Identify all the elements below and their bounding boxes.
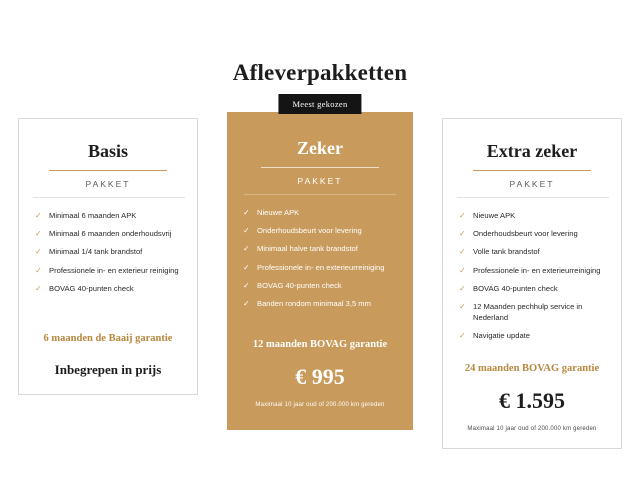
check-icon: ✓ bbox=[243, 226, 250, 236]
feature-label: Minimaal halve tank brandstof bbox=[257, 244, 358, 254]
package-title: Basis bbox=[87, 141, 129, 161]
feature-label: Navigatie update bbox=[473, 330, 530, 340]
package-cards bbox=[18, 99, 622, 449]
package-fineprint: Maximaal 10 jaar oud of 200.000 km gereden bbox=[467, 426, 597, 433]
list-item bbox=[459, 330, 607, 341]
list-item bbox=[35, 265, 183, 276]
title-divider bbox=[49, 170, 167, 171]
package-price: € 1.595 bbox=[499, 388, 565, 414]
package-subtitle: PAKKET bbox=[85, 179, 131, 189]
status-badge: Meest gekozen bbox=[278, 94, 361, 114]
list-item bbox=[243, 225, 399, 236]
page-title: Afleverpakketten bbox=[232, 60, 408, 85]
feature-label: Volle tank brandstof bbox=[473, 247, 540, 257]
list-item bbox=[459, 283, 607, 294]
feature-label: Onderhoudsbeurt voor levering bbox=[473, 229, 578, 239]
check-icon: ✓ bbox=[459, 301, 466, 311]
check-icon: ✓ bbox=[35, 211, 42, 220]
title-divider bbox=[473, 170, 591, 171]
check-icon: ✓ bbox=[243, 208, 250, 217]
feature-label: Minimaal 6 maanden APK bbox=[49, 211, 137, 220]
package-guarantee: 6 maanden de Baaij garantie bbox=[43, 332, 173, 344]
feature-label: Minimaal 6 maanden onderhoudsvrij bbox=[49, 229, 172, 239]
feature-label: Professionele in- en exterieurreiniging bbox=[473, 265, 601, 275]
feature-label: BOVAG 40-punten check bbox=[49, 283, 134, 293]
check-icon: ✓ bbox=[459, 247, 466, 257]
feature-list bbox=[457, 210, 607, 341]
feature-label: Minimaal 1/4 tank brandstof bbox=[49, 247, 143, 257]
list-item bbox=[35, 246, 183, 257]
package-card-extra-zeker[interactable] bbox=[442, 118, 622, 449]
spacer bbox=[33, 301, 183, 311]
list-item bbox=[459, 246, 607, 257]
check-icon: ✓ bbox=[35, 229, 42, 239]
subtitle-divider bbox=[33, 197, 185, 198]
list-item bbox=[243, 298, 399, 309]
package-fineprint: Maximaal 10 jaar oud of 200.000 km gereden bbox=[255, 402, 385, 409]
check-icon: ✓ bbox=[35, 247, 42, 257]
package-title: Zeker bbox=[297, 138, 343, 158]
package-card-zeker[interactable] bbox=[227, 99, 413, 430]
list-item bbox=[243, 207, 399, 218]
package-card-basis[interactable] bbox=[18, 118, 198, 395]
check-icon: ✓ bbox=[243, 298, 250, 308]
feature-label: Professionele in- en exterieur reiniging bbox=[49, 265, 179, 275]
subtitle-divider bbox=[457, 197, 609, 198]
list-item bbox=[459, 265, 607, 276]
check-icon: ✓ bbox=[243, 244, 250, 254]
list-item bbox=[459, 210, 607, 221]
package-subtitle: PAKKET bbox=[297, 176, 343, 186]
check-icon: ✓ bbox=[459, 283, 466, 293]
list-item bbox=[243, 243, 399, 254]
check-icon: ✓ bbox=[459, 211, 466, 220]
package-title: Extra zeker bbox=[486, 141, 578, 161]
feature-label: Onderhoudsbeurt voor levering bbox=[257, 226, 362, 236]
list-item bbox=[35, 228, 183, 239]
feature-list bbox=[33, 210, 183, 294]
feature-label: Nieuwe APK bbox=[473, 211, 516, 220]
check-icon: ✓ bbox=[459, 229, 466, 239]
feature-label: BOVAG 40-punten check bbox=[257, 280, 342, 290]
check-icon: ✓ bbox=[243, 262, 250, 272]
subtitle-divider bbox=[244, 194, 396, 195]
list-item bbox=[459, 301, 607, 323]
package-subtitle: PAKKET bbox=[509, 179, 555, 189]
feature-label: Banden rondom minimaal 3,5 mm bbox=[257, 298, 371, 308]
package-price: Inbegrepen in prijs bbox=[54, 361, 162, 377]
list-item bbox=[243, 262, 399, 273]
package-guarantee: 12 maanden BOVAG garantie bbox=[252, 339, 388, 351]
feature-label: Professionele in- en exterieurreiniging bbox=[257, 262, 385, 272]
check-icon: ✓ bbox=[459, 265, 466, 275]
feature-label: 12 Maanden pechhulp service in Nederland bbox=[473, 301, 583, 322]
package-price: € 995 bbox=[295, 364, 345, 390]
feature-list bbox=[241, 207, 399, 309]
list-item bbox=[35, 283, 183, 294]
feature-label: BOVAG 40-punten check bbox=[473, 283, 558, 293]
package-guarantee: 24 maanden BOVAG garantie bbox=[464, 363, 600, 375]
check-icon: ✓ bbox=[243, 280, 250, 290]
check-icon: ✓ bbox=[35, 283, 42, 293]
list-item bbox=[459, 228, 607, 239]
check-icon: ✓ bbox=[459, 330, 466, 340]
list-item bbox=[243, 280, 399, 291]
feature-label: Nieuwe APK bbox=[257, 208, 300, 217]
title-divider bbox=[261, 167, 379, 168]
list-item bbox=[35, 210, 183, 221]
check-icon: ✓ bbox=[35, 265, 42, 275]
